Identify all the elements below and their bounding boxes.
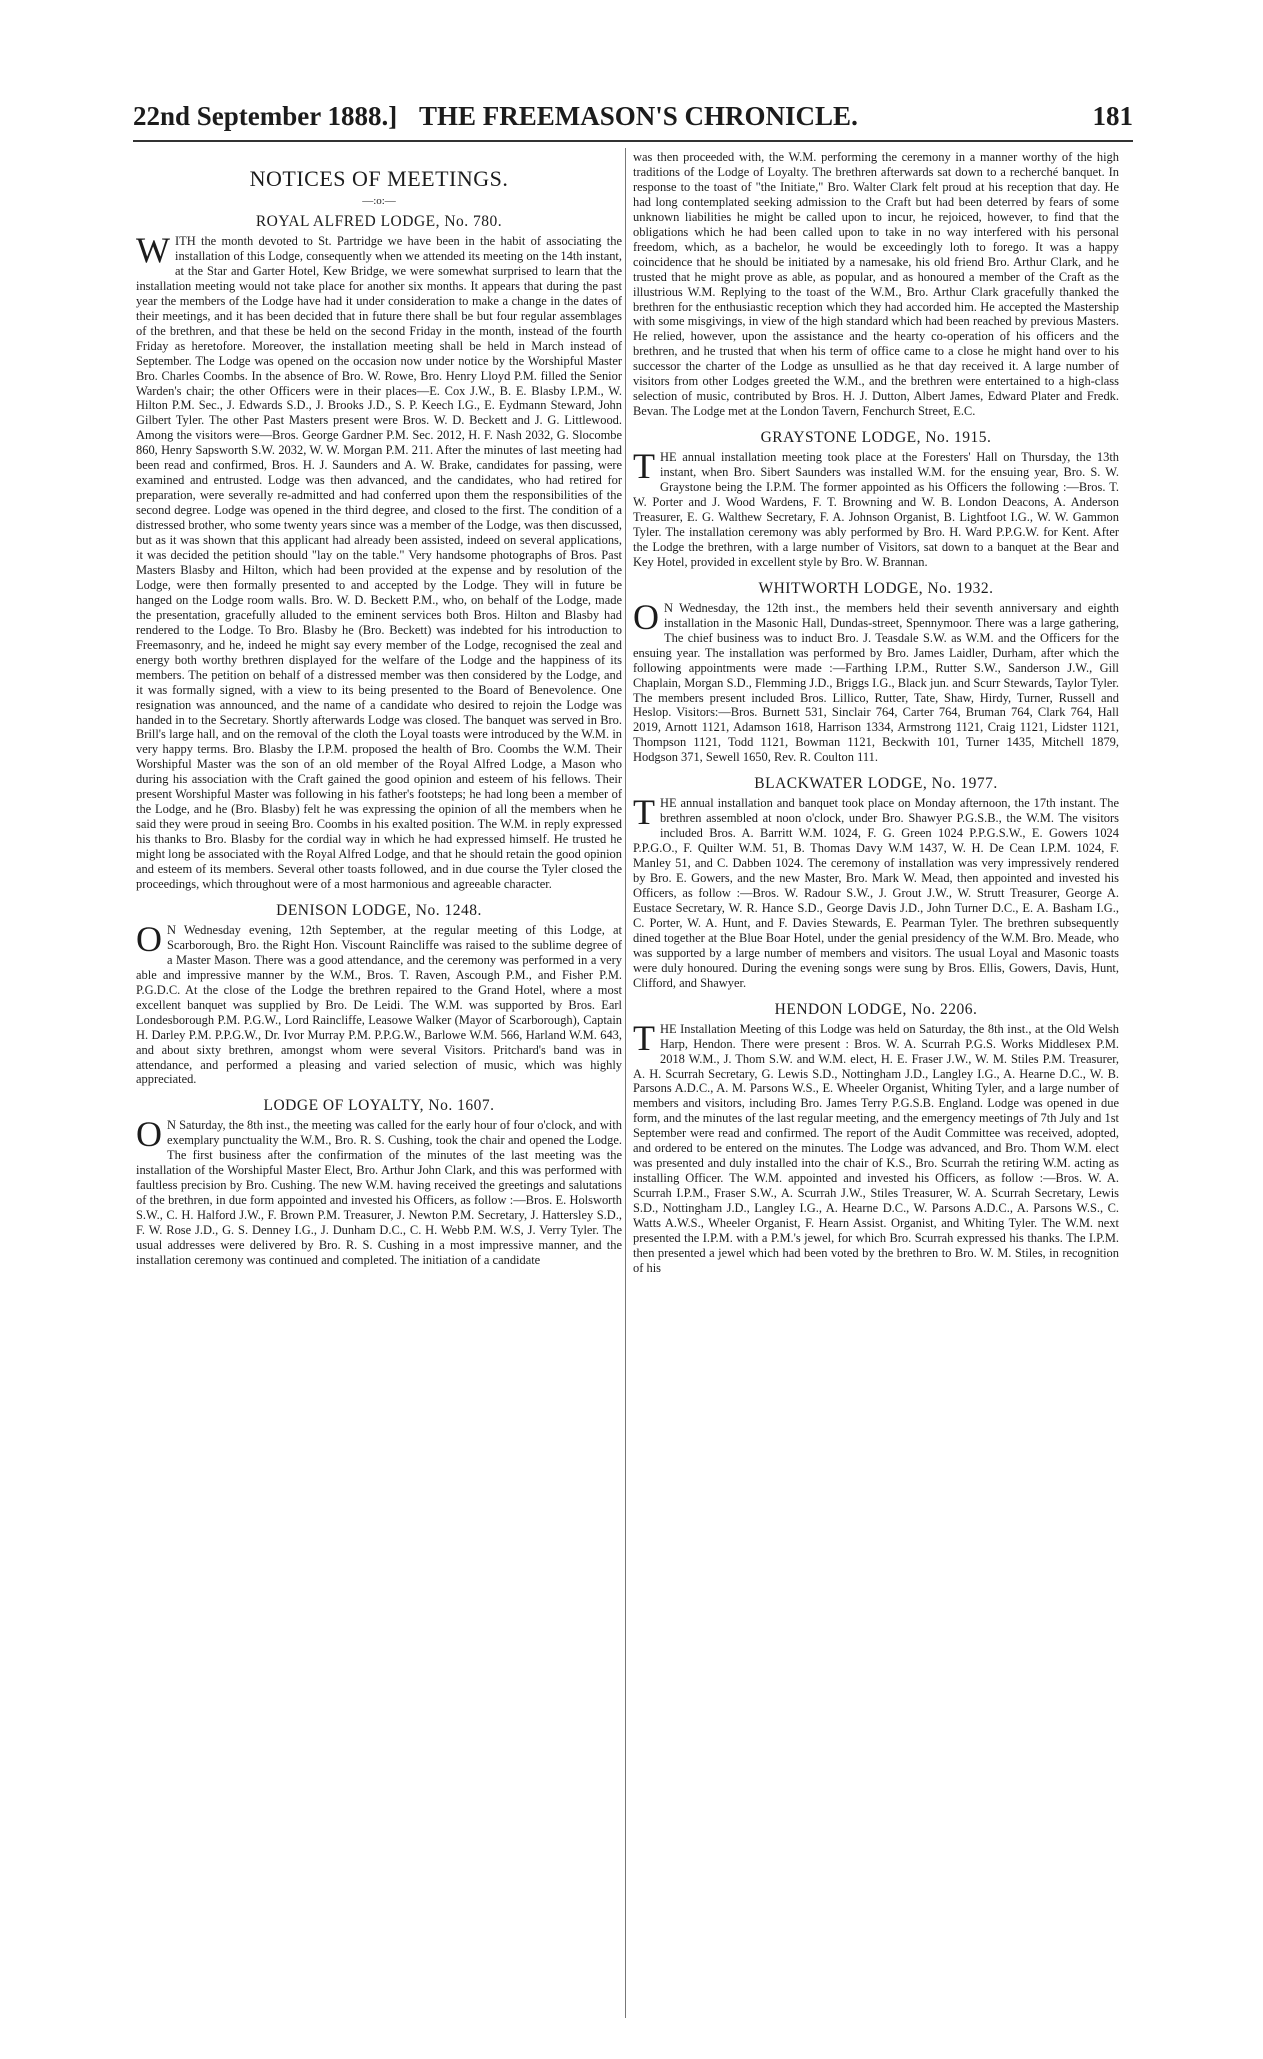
drop-cap: T [633, 792, 655, 833]
title-ornament: —:o:— [362, 195, 396, 207]
article-loyalty-continued: was then proceeded with, the W.M. performing the ceremony in a manner worthy of the high traditions of the Lodge of Loyalty. The brethren afterwards sat down to a recherché banquet. In response to the toast of "the Initiate," Bro. Walter Clark felt proud at his reception that day. He had long contemplated seeking admission to the Craft but had been deterred by fears of some unknown liabilities he might be called upon to incur, he rejoiced, however, to find that the obligations which he had been called upon to take in no way interfered with his personal freedom, which, as a bachelor, he would be exceedingly loth to forego. It was a happy coincidence that he should be initiated by a namesake, his old friend Bro. Arthur Clark, and he trusted that he might prove as able, as popular, and as honoured a member of the Craft as the illustrious W.M. Replying to the toast of the W.M., Bro. Arthur Clark gracefully thanked the brethren for the enthusiastic reception which they had accorded him. He accepted the Mastership with some misgivings, in view of the high standard which had been reached by previous Masters. He relied, however, upon the assistance and the hearty co-operation of his officers and the brethren, and he trusted that when his term of office came to a close he might hand over to his successor the charter of the Lodge as unsullied as he that day received it. A large number of visitors from other Lodges greeted the W.M., and the brethren were entertained to a high-class selection of music, contributed by Bros. H. J. Dutton, Albert James, Edward Plater and Fredk. Bevan. The Lodge met at the London Tavern, Fenchurch Street, E.C. [633, 150, 1119, 419]
drop-cap: O [136, 918, 162, 959]
article-heading-whitworth: WHITWORTH LODGE, No. 1932. [758, 579, 994, 597]
issue-date: 22nd September 1888.] [133, 101, 398, 131]
article-heading-royal-alfred: ROYAL ALFRED LODGE, No. 780. [255, 213, 503, 230]
drop-cap: T [633, 1017, 655, 1058]
section-title: NOTICES OF MEETINGS. [249, 166, 509, 191]
masthead-rule [133, 140, 1133, 142]
article-graystone [633, 446, 1119, 570]
article-hendon [633, 1017, 1119, 1276]
article-heading-hendon: HENDON LODGE, No. 2206. [774, 1000, 978, 1018]
left-column [136, 150, 622, 1268]
drop-cap: O [136, 1114, 162, 1155]
drop-cap: T [633, 446, 655, 487]
right-column [633, 150, 1119, 1276]
article-royal-alfred [136, 230, 622, 892]
drop-cap: O [633, 596, 659, 637]
publication-title: THE FREEMASON'S CHRONICLE. [419, 101, 858, 131]
article-blackwater [633, 792, 1119, 990]
article-body: HE annual installation and banquet took place on Monday afternoon, the 17th instant. The brethren assembled at noon o'clock, under Bro. Shawyer P.G.S.B., the W.M. The visitors included Bros. A. Barritt W.M. 1024, F. G. Green 1024 P.P.G.S.W., E. Gowers 1024 P.P.G.O., F. Quilter W.M. 51, B. Thomas Davy W.M 1437, W. H. De Cean I.P.M. 1024, F. Manley 51, and C. Dabben 1024. The ceremony of installation was very impressively rendered by Bro. E. Gowers, and the new Master, Bro. Mark W. Mead, then appointed and invested his Officers, as follow :—Bros. W. Radour S.W., J. Grout J.W., W. Strutt Treasurer, George A. Eustace Secretary, W. R. Hance S.D., George Davis J.D., John Turner D.C., E. A. Basham I.G., C. Porter, W. A. Hunt, and F. Davies Stewards, E. Pearman Tyler. The brethren subsequently dined together at the Blue Boar Hotel, under the genial presidency of the W.M. Bro. Meade, who was supported by a large number of members and visitors. The usual Loyal and Masonic toasts were duly honoured. During the evening songs were sung by Bros. Ellis, Gowers, Davis, Hunt, Clifford, and Shawyer. [633, 796, 1119, 990]
article-loyalty [136, 1114, 622, 1268]
article-body: HE annual installation meeting took place at the Foresters' Hall on Thursday, the 13th instant, when Bro. Sibert Saunders was installed W.M. for the ensuing year, Bro. S. W. Graystone being the I.P.M. The former appointed as his Officers the following :—Bros. T. W. Porter and J. Wood Wardens, F. T. Browning and W. B. London Deacons, A. Anderson Treasurer, E. G. Walthew Secretary, F. A. Johnson Organist, B. Lightfoot I.G., W. W. Gammon Tyler. The installation ceremony was ably performed by Bro. H. Ward P.P.G.W. for Kent. After the Lodge the brethren, with a large number of Visitors, sat down to a banquet at the Bear and Key Hotel, provided in excellent style by Bro. W. Brannan. [633, 450, 1119, 569]
article-whitworth [633, 596, 1119, 765]
article-body: N Wednesday, the 12th inst., the members held their seventh anniversary and eighth installation in the Masonic Hall, Dundas-street, Spennymoor. There was a large gathering, The chief business was to induct Bro. J. Teasdale S.W. as W.M. and the Officers for the ensuing year. The installation was performed by Bro. James Laidler, Durham, after which the following appointments were made :—Farthing I.P.M., Rutter S.W., Sanderson J.W., Gill Chaplain, Morgan S.D., Flemming J.D., Briggs I.G., Black jun. and Scurr Stewards, Taylor Tyler. The members present included Bros. Lillico, Rutter, Tate, Shaw, Hirdy, Turner, Russell and Heslop. Visitors:—Bros. Burnett 531, Sinclair 764, Carter 764, Bruman 764, Clark 764, Hall 2019, Arnott 1121, Adamson 1618, Harrison 1334, Armstrong 1121, Craig 1121, Lidster 1121, Thompson 1121, Todd 1121, Bowman 1121, Beckwith 101, Turner 1435, Mitchell 1879, Hodgson 371, Sewell 1650, Rev. R. Coulton 111. [633, 600, 1119, 765]
article-heading-denison: DENISON LODGE, No. 1248. [276, 901, 482, 919]
page-number: 181 [1092, 101, 1133, 131]
article-denison [136, 918, 622, 1087]
article-body: N Saturday, the 8th inst., the meeting was called for the early hour of four o'clock, and with exemplary punctuality the W.M., Bro. R. S. Cushing, took the chair and opened the Lodge. The first business after the confirmation of the minutes of the last meeting was the installation of the Worshipful Master Elect, Bro. Arthur John Clark, and this was performed with faultless precision by Bro. Cushing. The new W.M. having received the greetings and salutations of the brethren, in due form appointed and invested his Officers, as follow :—Bros. E. Holsworth S.W., C. H. Halford J.W., F. Brown P.M. Treasurer, J. Newton P.M. Secretary, J. Hattersley S.D., F. W. Rose J.D., G. S. Denney I.G., J. Dunham D.C., C. H. Webb P.M. W.S, J. Verry Tyler. The usual addresses were delivered by Bro. R. S. Cushing in a most impressive manner, and the installation ceremony was continued and completed. The initiation of a candidate [136, 1118, 622, 1267]
column-divider [625, 148, 626, 2018]
drop-cap: W [136, 230, 170, 270]
article-body: HE Installation Meeting of this Lodge was held on Saturday, the 8th inst., at the Old Welsh Harp, Hendon. There were present : Bros. W. A. Scurrah P.G.S. Works Middlesex P.M. 2018 W.M., J. Thom S.W. and W.M. elect, H. E. Fraser J.W., W. M. Stiles P.M. Treasurer, A. H. Scurrah Secretary, G. Lewis S.D., Nottingham J.D., Langley I.G., A. Hearne D.C., W. B. Parsons A.D.C., A. M. Parsons W.S., E. Wheeler Organist, Whiting Tyler, and a large number of members and visitors, including Bro. James Terry P.G.S.B. England. Lodge was opened in due form, and the minutes of the last regular meeting, and the emergency meetings of 7th July and 1st September were read and confirmed. The report of the Audit Committee was received, adopted, and ordered to be entered on the minutes. The Lodge was advanced, and Bro. Thom W.M. elect was presented and duly installed into the chair of K.S., Bro. Scurrah the retiring W.M. acting as installing Officer. The W.M. appointed and invested his Officers, as follow :—Bros. W. A. Scurrah I.P.M., Fraser S.W., A. Scurrah J.W., Stiles Treasurer, W. A. Scurrah Secretary, Lewis S.D., Nottingham J.D., Langley I.G., A. Hearne D.C., W. Parsons A.D.C., A. Parsons W.S., C. Watts A.W.S., Wheeler Organist, F. Hearn Assist. Organist, and Whiting Tyler. The W.M. next presented the I.P.M. with a P.M.'s jewel, for which Bro. Scurrah expressed his thanks. The I.P.M. then presented a jewel which had been voted by the brethren to Bro. W. M. Stiles, in recognition of his [633, 1021, 1119, 1275]
article-body: ITH the month devoted to St. Partridge we have been in the habit of associating the installation of this Lodge, consequently when we attended its meeting on the 14th instant, at the Star and Garter Hotel, Kew Bridge, we were somewhat surprised to learn that the installation meeting would not take place for another six months. It appears that during the past year the members of the Lodge have had it under consideration to make a change in the dates of their meetings, and it has been decided that in future there shall be but four regular assemblages of the brethren, and that these be held on the second Friday in the month, instead of the fourth Friday as heretofore. Moreover, the installation meeting shall be held in March instead of September. The Lodge was opened on the occasion now under notice by the Worshipful Master Bro. Charles Coombs. In the absence of Bro. W. Rowe, Bro. Henry Lloyd P.M. filled the Senior Warden's chair; the other Officers were in their places—E. Cox J.W., B. E. Blasby I.P.M., W. Hilton P.M. Sec., J. Edwards S.D., J. Brooks J.D., S. P. Keech I.G., E. Eydmann Steward, John Gilbert Tyler. The other Past Masters present were Bros. W. D. Beckett and J. G. Littlewood. Among the visitors were—Bros. George Gardner P.M. Sec. 2012, H. F. Nash 2032, G. Slocombe 860, Henry Sapsworth S.W. 2032, W. W. Morgan P.M. 211. After the minutes of last meeting had been read and confirmed, Bros. H. J. Saunders and A. W. Brake, candidates for passing, were examined and entrusted. Lodge was then advanced, and the candidates, who had retired for preparation, were severally re-admitted and had conferred upon them the responsibilities of the second degree. Lodge was opened in the third degree, and closed to the first. The condition of a distressed brother, who some twenty years since was a member of the Lodge, was then discussed, but as it was shown that this applicant had already been assisted, indeed on several applications, it was decided the petition should "lay on the table." Very handsome photographs of Bros. Past Masters Blasby and Hilton, which had been provided at the expense and by resolution of the Lodge, were then formally presented to and accepted by the Lodge. They will in future be hanged on the Lodge room walls. Bro. W. D. Beckett P.M., who, on behalf of the Lodge, made the presentation, gracefully alluded to the eminent services both Bros. Hilton and Blasby had rendered to the Lodge. To Bro. Blasby he (Bro. Beckett) was indebted for his introduction to Freemasonry, and he, indeed he might say every member of the Lodge, recognised the zeal and energy both worthy brethren displayed for the welfare of the Lodge and the happiness of its members. The petition on behalf of a distressed member was then considered by the Lodge, and it was formally signed, with a view to its being presented to the Board of Benevolence. One resignation was announced, and the name of a candidate who desired to rejoin the Lodge was handed in to the Secretary. Shortly afterwards Lodge was closed. The banquet was served in Bro. Brill's large hall, and on the removal of the cloth the Loyal toasts were introduced by the W.M. in very happy terms. Bro. Blasby the I.P.M. proposed the health of Bro. Coombs the W.M. Their Worshipful Master was the son of an old member of the Royal Alfred Lodge, a Mason who during his association with the Craft gained the good opinion and esteem of his fellows. Their present Worshipful Master was following in his father's footsteps; he had long been a member of the Lodge, and he (Bro. Blasby) felt he was expressing the opinion of all the members when he said they were proud in seeing Bro. Coombs in his exalted position. The W.M. in reply expressed his thanks to Bro. Blasby for the cordial way in which he had expressed himself. He trusted he might long be associated with the Royal Alfred Lodge, and that he should retain the good opinion and esteem of its members. Several other toasts followed, and in due course the Tyler closed the proceedings, which throughout were of a most harmonious and agreeable character. [136, 234, 622, 891]
article-heading-graystone: GRAYSTONE LODGE, No. 1915. [760, 429, 992, 447]
article-heading-loyalty: LODGE OF LOYALTY, No. 1607. [263, 1097, 495, 1115]
article-body: N Wednesday evening, 12th September, at the regular meeting of this Lodge, at Scarborough, Bro. the Right Hon. Viscount Raincliffe was raised to the sublime degree of a Master Mason. There was a good attendance, and the ceremony was performed in a very able and impressive manner by the W.M., Bros. T. Raven, Ascough P.M., and Fisher P.M. P.G.D.C. At the close of the Lodge the brethren repaired to the Grand Hotel, where a most excellent banquet was supplied by Bro. De Leidi. The W.M. was supported by Bros. Earl Londesborough P.M. P.G.W., Lord Raincliffe, Leasowe Walker (Mayor of Scarborough), Captain H. Darley P.M. P.P.G.W., Dr. Ivor Murray P.M. P.P.G.W., Barlowe W.M. 566, Harland W.M. 643, and about sixty brethren, amongst whom were several Visitors. Pritchard's band was in attendance, and performed a pleasing and varied selection of music, which was highly appreciated. [136, 922, 622, 1087]
article-heading-blackwater: BLACKWATER LODGE, No. 1977. [754, 775, 998, 793]
masthead [133, 96, 1133, 136]
